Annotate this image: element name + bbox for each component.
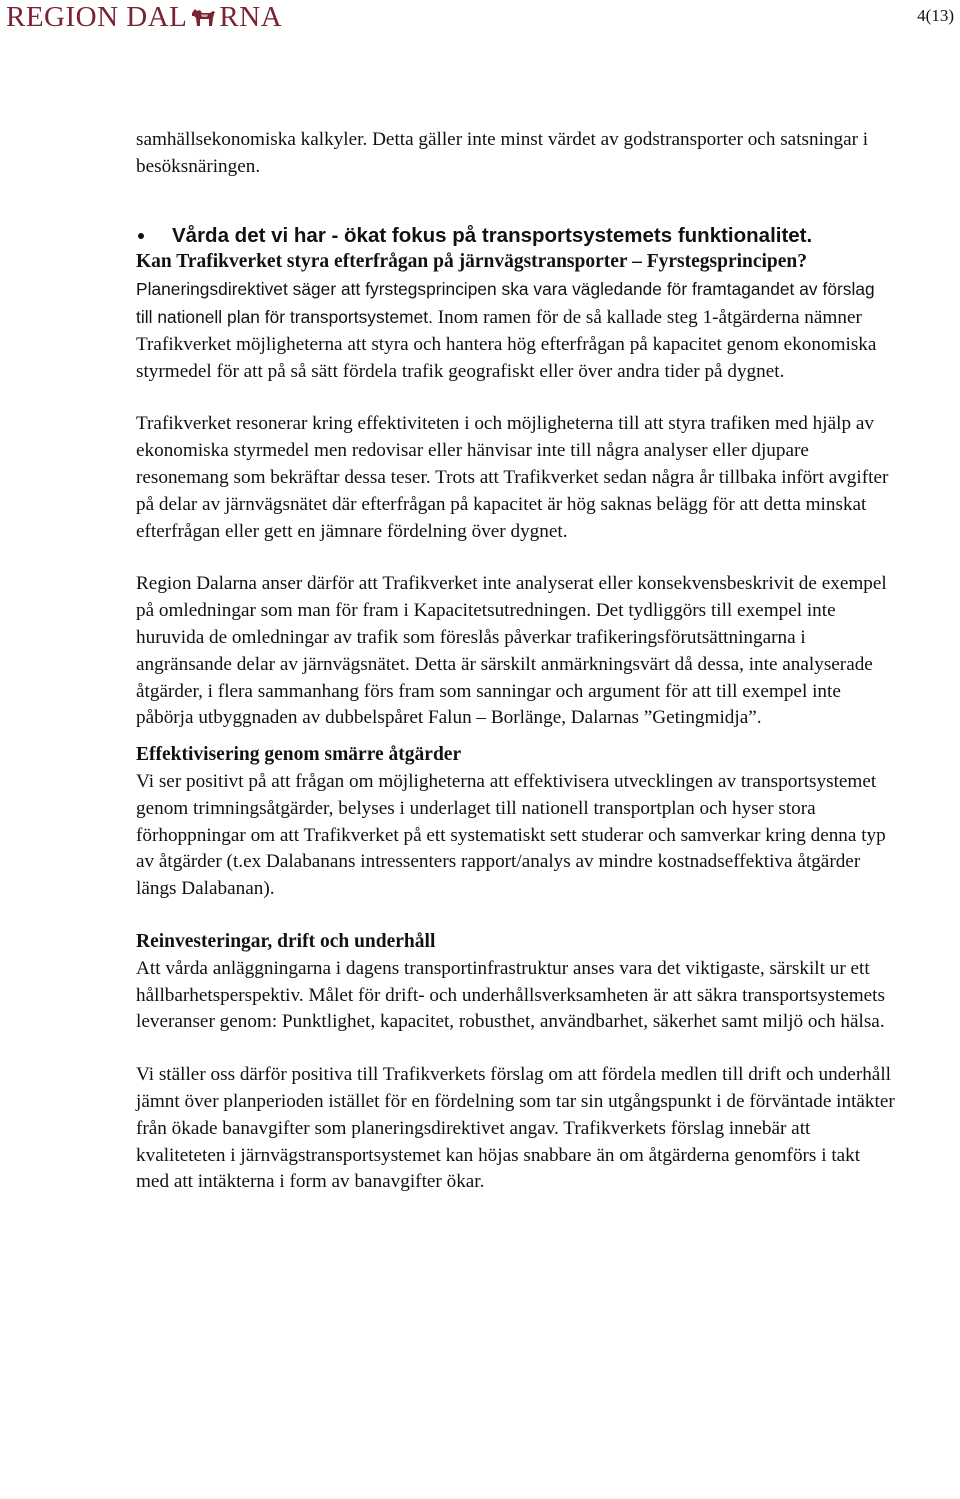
final-paragraph: Vi ställer oss därför positiva till Trafikverkets förslag om att fördela medlen till drift och underhåll jämnt över planperioden istället för en fördelning som tar sin utgångspunkt i de förväntade intäkter från ökade banavgifter som planeringsdirektivet angav. Trafikverkets förslag innebär att kvaliteteten i järnvägstransportsystemet kan höjas snabbare än om åtgärderna genomförs i takt med att intäkterna i form av banavgifter ökar. xyxy=(136,1064,895,1193)
section-heading-effektivisering: Effektivisering genom smärre åtgärder xyxy=(136,744,462,766)
fyrstegsprincipen-sans-text: Planeringsdirektivet säger att fyrstegsprincipen ska vara vägledande för framtagandet av förslag till nationell plan för transportsystemet. xyxy=(136,279,875,327)
dala-horse-icon xyxy=(188,4,218,30)
bullet-dot-icon xyxy=(138,233,144,239)
document-body xyxy=(136,127,896,1196)
reinvesteringar-paragraph: Att vårda anläggningarna i dagens transportinfrastruktur anses vara det viktigaste, särskilt ur ett hållbarhetsperspektiv. Målet för drift- och underhållsverksamheten är att säkra transportsystemets leveranser genom: Punktlighet, kapacitet, robusthet, användbarhet, säkerhet samt miljö och hälsa. xyxy=(136,957,885,1033)
fyrstegsprincipen-paragraph xyxy=(136,276,896,385)
fyrstegsprincipen-serif-text: Inom ramen för de så kallade steg 1-åtgärderna nämner Trafikverket möjligheterna att styra och hantera hög efterfrågan på kapacitet genom ekonomiska styrmedel för att på så sätt fördela trafik geografiskt eller över andra tider på dygnet. xyxy=(136,306,877,382)
region-dalarna-paragraph: Region Dalarna anser därför att Trafikverket inte analyserat eller konsekvensbeskrivit de exempel på omledningar som man för fram i Kapacitetsutredningen. Det tydliggörs till exempel inte huruvida de omledningar av trafik som föreslås påverkar trafikeringsförutsättningarna i angränsande delar av järnvägsnätet. Detta är särskilt anmärkningsvärt då dessa, inte analyserade åtgärder, i flera sammanhang förs fram som sanningar och argument för att till exempel inte påbörja utbyggnaden av dubbelspåret Falun – Borlänge, Dalarnas ”Getingmidja”. xyxy=(136,573,887,729)
bullet-text: Vårda det vi har - ökat fokus på transportsystemets funktionalitet. xyxy=(172,223,813,247)
effektivisering-paragraph: Vi ser positivt på att frågan om möjligheterna att effektivisera utvecklingen av transportsystemet genom trimningsåtgärder, belyses i underlaget till nationell transportplan och hyser stora förhoppningar om att Trafikverket på ett systematiskt sett studerar och samverkar kring denna typ av åtgärder (t.ex Dalabanans intressenters rapport/analys av mindre kostnadseffektiva åtgärder längs Dalabanan). xyxy=(136,770,886,900)
logo-text-right: RNA xyxy=(219,0,283,33)
header-logo xyxy=(6,0,282,34)
section-heading-fyrstegsprincipen: Kan Trafikverket styra efterfrågan på järnvägstransporter – Fyrstegsprincipen? xyxy=(136,251,808,273)
intro-paragraph: samhällsekonomiska kalkyler. Detta gäller inte minst värdet av godstransporter och satsningar i besöksnäringen. xyxy=(136,129,869,177)
trafikverket-paragraph: Trafikverket resonerar kring effektiviteten i och möjligheterna till att styra trafiken med hjälp av ekonomiska styrmedel men redovisar eller hänvisar inte till några analyser eller djupare resonemang som bekräftar dessa teser. Trots att Trafikverket sedan några år tillbaka infört avgifter på delar av järnvägsnätet där efterfrågan på kapacitet är hög saknas belägg för att detta minskat efterfrågan eller gett en jämnare fördelning över dygnet. xyxy=(136,413,889,542)
page-number: 4(13) xyxy=(917,6,954,25)
section-heading-reinvesteringar: Reinvesteringar, drift och underhåll xyxy=(136,930,436,952)
logo-text-left: REGION DAL xyxy=(6,0,188,33)
bullet-item xyxy=(136,223,896,250)
